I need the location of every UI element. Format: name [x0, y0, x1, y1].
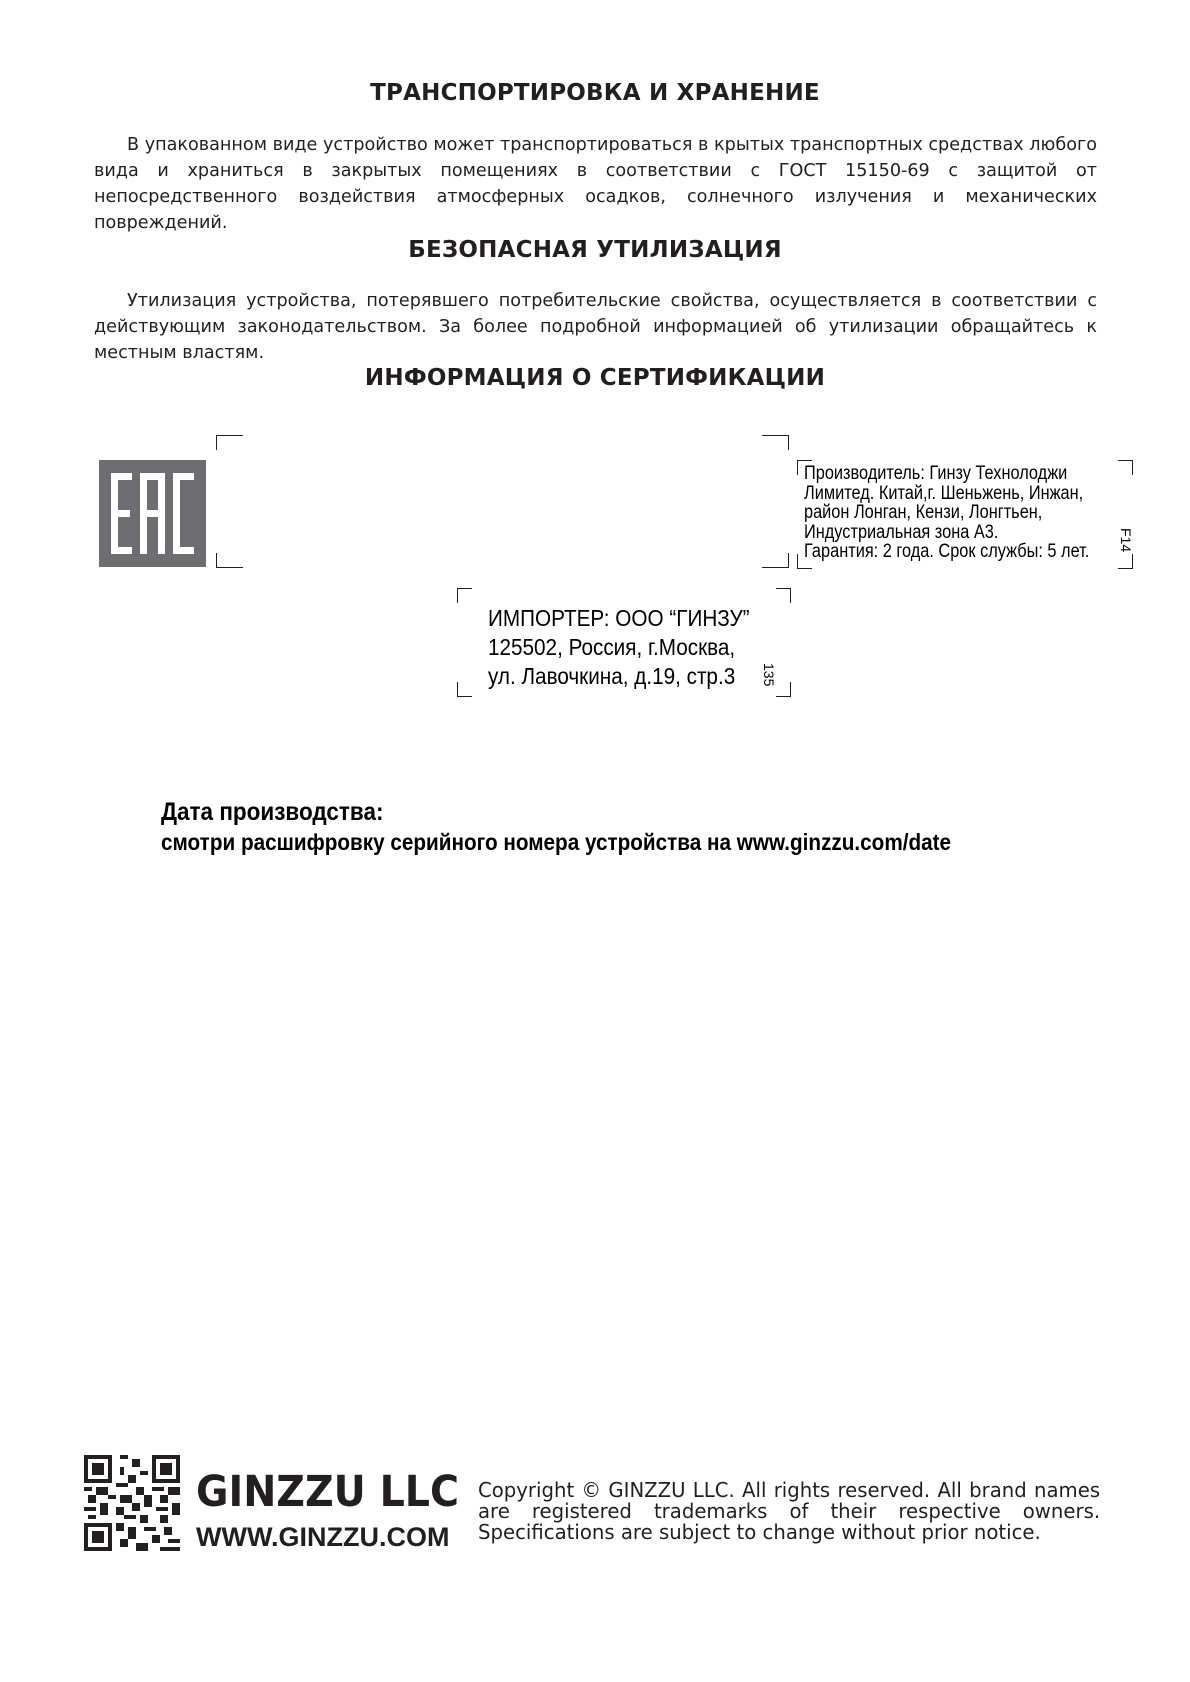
manufacturer-line: Индустриальная зона А3.	[804, 521, 999, 543]
crop-mark	[762, 435, 789, 450]
crop-mark	[776, 682, 791, 697]
importer-code: 135	[761, 663, 777, 687]
crop-mark	[762, 553, 789, 568]
brand-website: WWW.GINZZU.COM	[196, 1522, 450, 1552]
importer-info	[488, 604, 750, 691]
importer-line: 125502, Россия, г.Москва,	[488, 634, 736, 660]
manufacturer-line: Производитель: Гинзу Технолоджи	[804, 463, 1068, 484]
production-date-title: Дата производства:	[161, 798, 384, 826]
eac-logo	[99, 460, 206, 567]
brand-name: GINZZU LLC	[196, 1467, 460, 1517]
crop-mark	[216, 553, 243, 568]
paragraph-transport: В упакованном виде устройство может транспортироваться в крытых транспортных средствах любого вида и храниться в закрытых помещениях в соответствии с ГОСТ 15150-69 с защитой от непосредственного воздействия атмосферных осадков, солнечного излучения и механических повреждений.	[94, 135, 1097, 233]
crop-mark	[216, 435, 243, 450]
importer-line: ул. Лавочкина, д.19, стр.3	[488, 663, 736, 689]
crop-mark	[457, 588, 472, 603]
importer-line: ИМПОРТЕР: ООО “ГИНЗУ”	[488, 605, 750, 631]
crop-mark	[776, 588, 791, 603]
manufacturer-line: Лимитед. Китай,г. Шеньжень, Инжан,	[804, 482, 1084, 504]
heading-transport: ТРАНСПОРТИРОВКА И ХРАНЕНИЕ	[370, 80, 820, 106]
manufacturer-line: район Лонган, Кензи, Лонгтьен,	[804, 502, 1043, 523]
heading-disposal: БЕЗОПАСНАЯ УТИЛИЗАЦИЯ	[408, 237, 782, 263]
qr-code-icon	[84, 1455, 180, 1551]
crop-mark	[1118, 460, 1133, 475]
copyright-notice: Copyright © GINZZU LLC. All rights reserved. All brand names are registered trademarks of their respective owners. Specifications are subject to change without prior notice.	[478, 1478, 1101, 1544]
paragraph-disposal: Утилизация устройства, потерявшего потребительские свойства, осуществляется в соответствии с действующим законодательством. За более подробной информацией об утилизации обращайтесь к местным властям.	[94, 291, 1097, 363]
production-date-text: смотри расшифровку серийного номера устройства на www.ginzzu.com/date	[161, 829, 952, 855]
manufacturer-info	[804, 464, 1088, 562]
crop-mark	[1118, 554, 1133, 569]
manufacturer-code: F14	[1118, 528, 1134, 553]
heading-certification: ИНФОРМАЦИЯ О СЕРТИФИКАЦИИ	[364, 365, 826, 391]
manufacturer-line: Гарантия: 2 года. Срок службы: 5 лет.	[804, 541, 1090, 562]
crop-mark	[457, 682, 472, 697]
